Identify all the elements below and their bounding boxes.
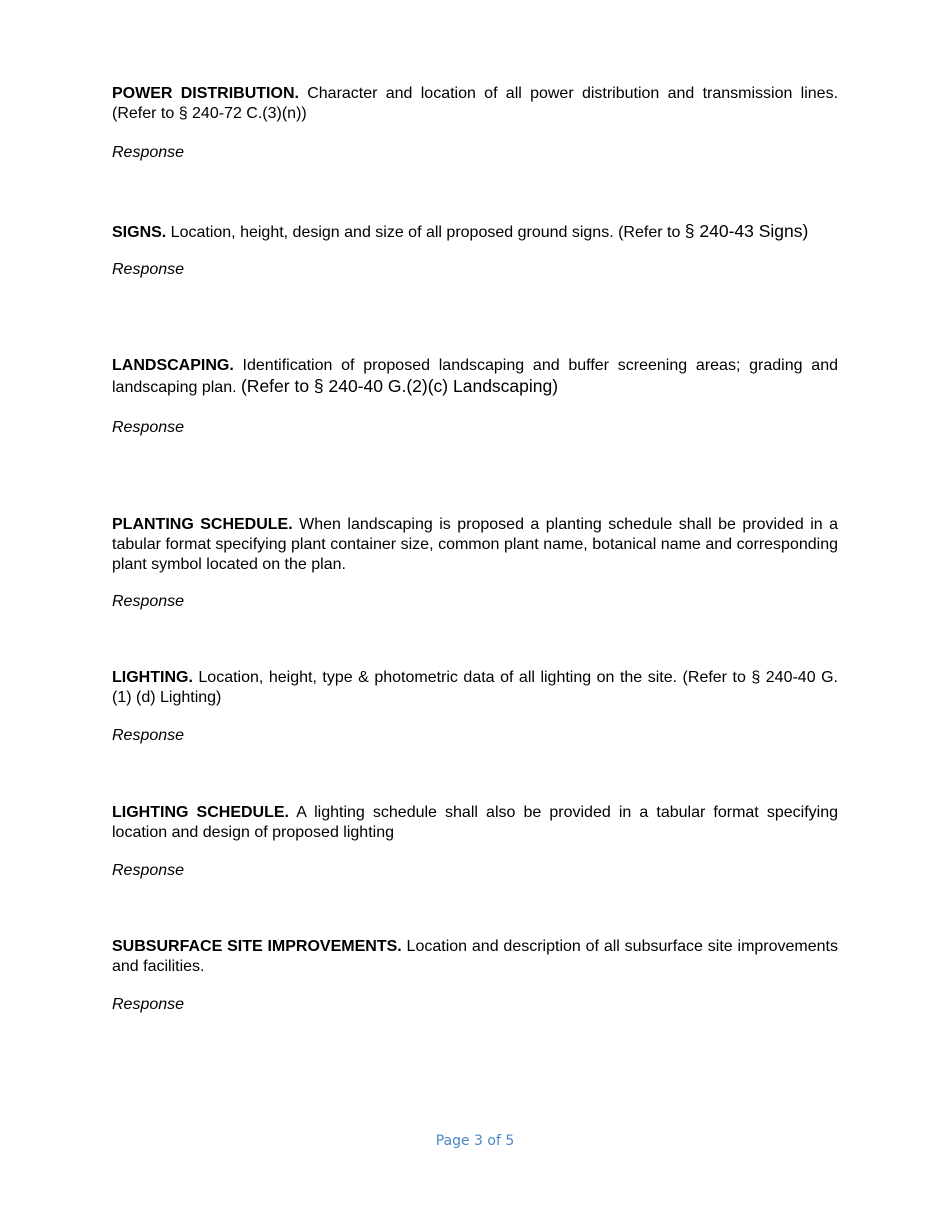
section-text: A lighting schedule shall also be provided in a tabular format specifying location and design of proposed lighting [112,804,838,841]
section-paragraph [112,803,838,843]
section-heading: SIGNS. [112,224,167,241]
section-paragraph [112,515,838,575]
section-signs [112,221,838,243]
section-landscaping [112,356,838,398]
section-heading: PLANTING SCHEDULE. [112,516,293,533]
section-reference: (Refer to § 240-40 G.(2)(c) Landscaping) [240,376,559,396]
section-text: When landscaping is proposed a planting schedule shall be provided in a tabular format specifying plant container size, common plant name, botanical name and corresponding plant symbol located on the plan. [112,516,839,573]
section-text: Location, height, design and size of all proposed ground signs. (Refer to [166,224,685,241]
section-subsurface-site-improvements [112,937,838,977]
section-paragraph [112,221,838,243]
section-power-distribution [112,84,838,124]
section-heading: LANDSCAPING. [112,357,234,374]
response-field[interactable]: Response [112,862,185,879]
response-field[interactable]: Response [112,727,185,744]
section-text: Location and description of all subsurface site improvements and facilities. [112,938,838,975]
section-heading: POWER DISTRIBUTION. [112,85,299,102]
section-heading: LIGHTING. [112,669,193,686]
section-paragraph [112,84,838,124]
response-field[interactable]: Response [112,261,185,278]
response-field[interactable]: Response [112,996,185,1013]
section-lighting [112,668,838,708]
response-field[interactable]: Response [112,419,185,436]
section-lighting-schedule [112,803,838,843]
section-paragraph [112,668,838,708]
section-text: Identification of proposed landscaping and buffer screening areas; grading and landscaping plan. [112,357,838,396]
section-heading: LIGHTING SCHEDULE. [112,804,289,821]
page-number-footer: Page 3 of 5 [435,1133,515,1149]
section-planting-schedule [112,515,838,575]
response-field[interactable]: Response [112,593,185,610]
section-paragraph [112,937,838,977]
section-text: Character and location of all power distribution and transmission lines. (Refer to § 240-72 C.(3)(n)) [112,85,839,122]
section-text: Location, height, type & photometric data of all lighting on the site. (Refer to § 240-40 G.(1) (d) Lighting) [112,669,838,706]
section-heading: SUBSURFACE SITE IMPROVEMENTS. [112,938,402,955]
response-field[interactable]: Response [112,144,185,161]
section-paragraph [112,356,838,398]
section-reference: § 240-43 Signs) [684,221,809,241]
